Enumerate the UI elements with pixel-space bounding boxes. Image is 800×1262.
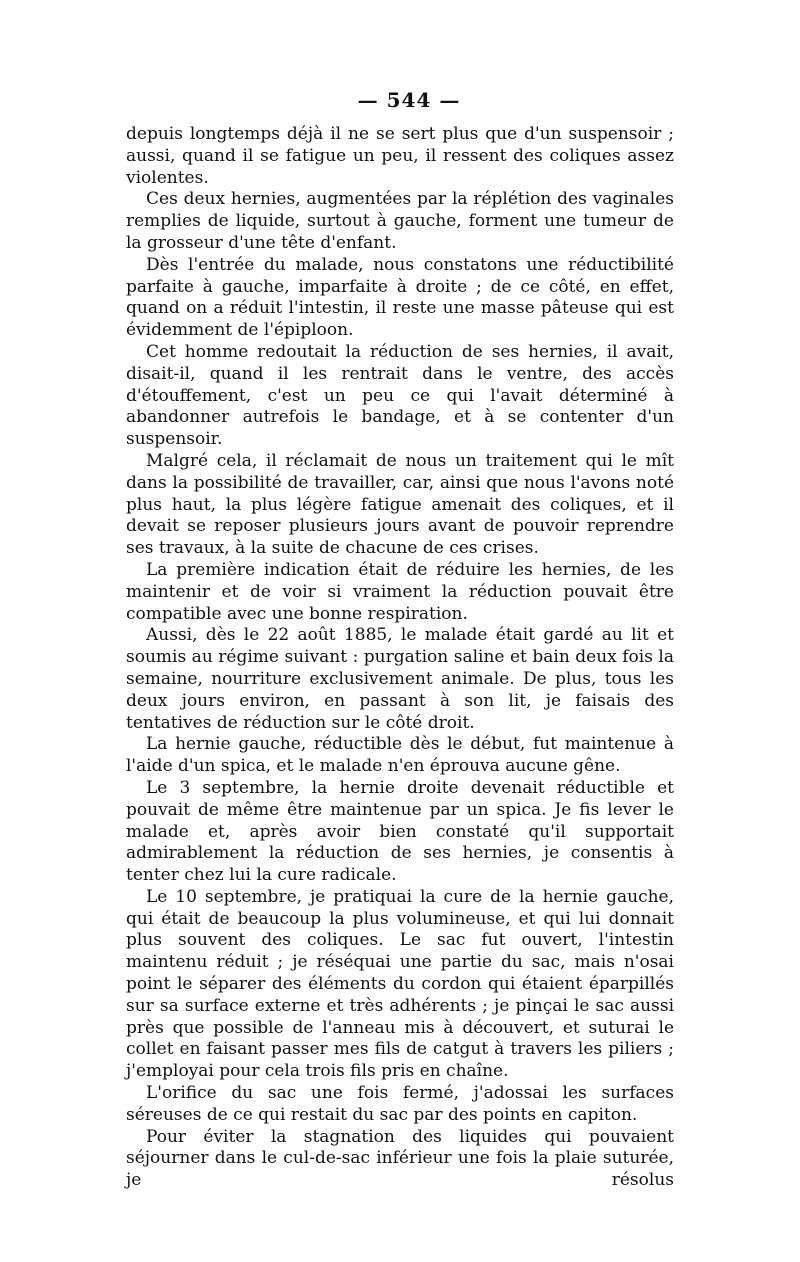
paragraph-reductibility: Dès l'entrée du malade, nous constatons une réductibilité parfaite à gauche, imparfaite à droite ; de ce côté, en effet, quand on a réduit l'intestin, il reste une masse pâteuse qui est évidemment de l'épiploon. (126, 254, 674, 341)
paragraph-treatment-request: Malgré cela, il réclamait de nous un traitement qui le mît dans la possibilité de travailler, car, ainsi que nous l'avons noté plus haut, la plus légère fatigue amenait des coliques, et il devait se reposer plusieurs jours avant de pouvoir reprendre ses travaux, à la suite de chacune de ces crises. (126, 450, 674, 559)
paragraph-left-hernia: La hernie gauche, réductible dès le début, fut maintenue à l'aide d'un spica, et le malade n'en éprouva aucune gêne. (126, 734, 674, 777)
paragraph-hernias-size: Ces deux hernies, augmentées par la réplétion des vaginales remplies de liquide, surtout à gauche, forment une tumeur de la grosseur d'une tête d'enfant. (126, 189, 674, 253)
paragraph-continuation: depuis longtemps déjà il ne se sert plus que d'un suspensoir ; aussi, quand il se fatigue un peu, il ressent des coliques assez violentes. (126, 124, 674, 188)
paragraph-patient-fear: Cet homme redoutait la réduction de ses hernies, il avait, disait-il, quand il les rentrait dans le ventre, des accès d'étouffement, c'est un peu ce qui l'avait déterminé à abandonner autrefois le bandage, et à se contenter d'un suspensoir. (126, 341, 674, 450)
paragraph-sac-orifice: L'orifice du sac une fois fermé, j'adossai les surfaces séreuses de ce qui restait du sac par des points en capiton. (126, 1083, 674, 1125)
paragraph-regimen: Aussi, dès le 22 août 1885, le malade était gardé au lit et soumis au régime suivant : purgation saline et bain deux fois la semaine, nourriture exclusivement animale. De plus, tous les deux jours environ, en passant à son lit, je faisais des tentatives de réduction sur le côté droit. (126, 625, 674, 733)
book-page (126, 88, 674, 1192)
paragraph-drainage: Pour éviter la stagnation des liquides qui pouvaient séjourner dans le cul-de-sac inférieur une fois la plaie suturée, je résolus (126, 1126, 674, 1191)
paragraph-first-indication: La première indication était de réduire les hernies, de les maintenir et de voir si vraiment la réduction pouvait être compatible avec une bonne respiration. (126, 559, 674, 624)
page-number: — 544 — (357, 88, 461, 112)
paragraph-september-3: Le 3 septembre, la hernie droite devenait réductible et pouvait de même être maintenue par un spica. Je fis lever le malade et, après avoir bien constaté qu'il supportait admirablement la réduction de ses hernies, je consentis à tenter chez lui la cure radicale. (126, 777, 674, 886)
paragraph-september-10: Le 10 septembre, je pratiquai la cure de la hernie gauche, qui était de beaucoup la plus volumineuse, et qui lui donnait plus souvent des coliques. Le sac fut ouvert, l'intestin maintenu réduit ; je réséquai une partie du sac, mais n'osai point le séparer des éléments du cordon qui étaient éparpillés sur sa surface externe et très adhérents ; je pinçai le sac aussi près que possible de l'anneau mis à découvert, et suturai le collet en faisant passer mes fils de catgut à travers les piliers ; j'employai pour cela trois fils pris en chaîne. (126, 886, 674, 1082)
